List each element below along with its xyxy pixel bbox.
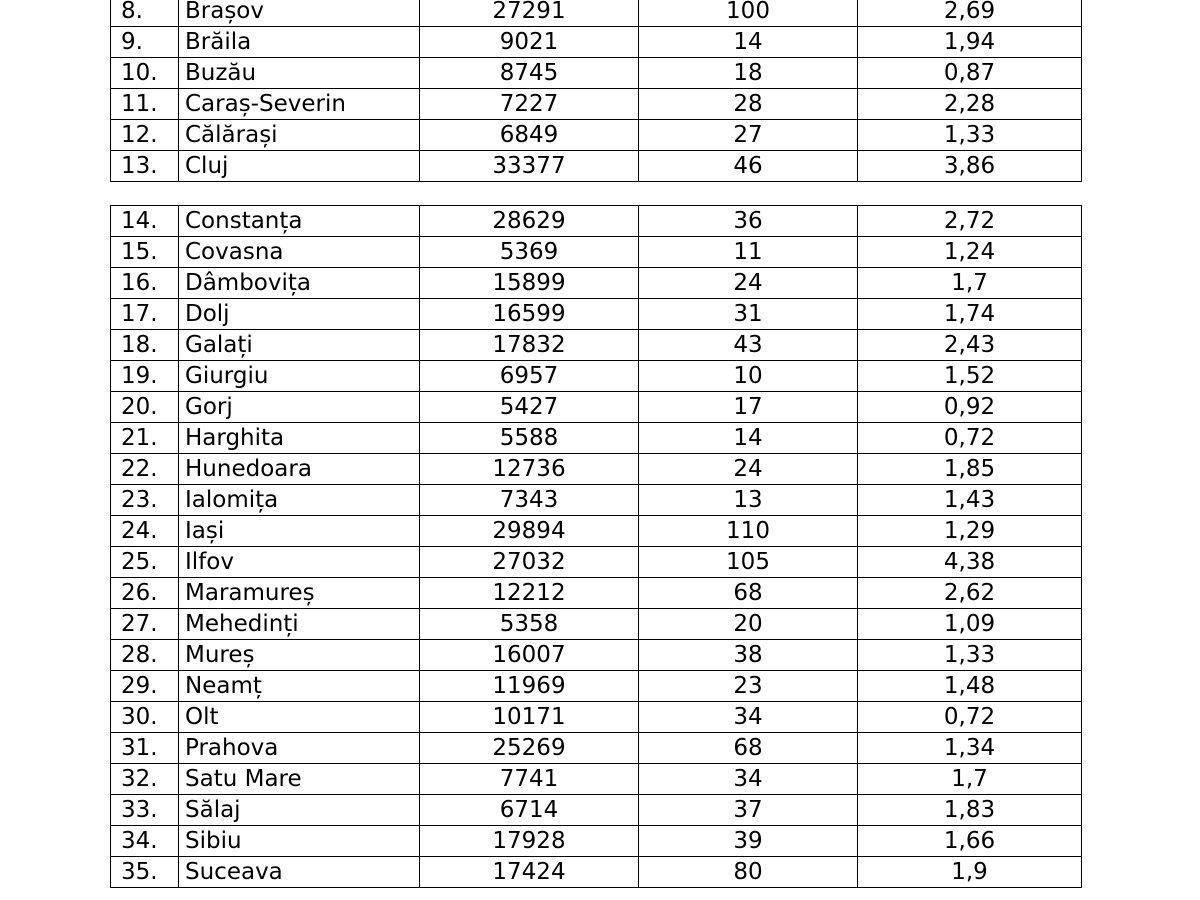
value-col-3: 0,72 xyxy=(858,702,1082,733)
value-col-3: 1,9 xyxy=(858,857,1082,888)
row-number: 27. xyxy=(111,609,179,640)
value-col-2: 24 xyxy=(639,454,858,485)
county-name: Iași xyxy=(179,516,420,547)
value-col-3: 1,66 xyxy=(858,826,1082,857)
value-col-1: 27291 xyxy=(420,0,639,27)
value-col-2: 38 xyxy=(639,640,858,671)
county-name: Harghita xyxy=(179,423,420,454)
row-number: 31. xyxy=(111,733,179,764)
row-number: 34. xyxy=(111,826,179,857)
value-col-2: 14 xyxy=(639,27,858,58)
table-row xyxy=(111,237,1082,268)
value-col-2: 31 xyxy=(639,299,858,330)
value-col-3: 1,09 xyxy=(858,609,1082,640)
value-col-1: 16599 xyxy=(420,299,639,330)
row-number: 22. xyxy=(111,454,179,485)
row-number: 24. xyxy=(111,516,179,547)
value-col-2: 23 xyxy=(639,671,858,702)
value-col-2: 24 xyxy=(639,268,858,299)
table-row xyxy=(111,120,1082,151)
value-col-2: 17 xyxy=(639,392,858,423)
value-col-1: 6714 xyxy=(420,795,639,826)
table-row xyxy=(111,392,1082,423)
value-col-2: 14 xyxy=(639,423,858,454)
value-col-3: 2,69 xyxy=(858,0,1082,27)
value-col-3: 0,87 xyxy=(858,58,1082,89)
table-row xyxy=(111,330,1082,361)
value-col-2: 34 xyxy=(639,764,858,795)
row-number: 12. xyxy=(111,120,179,151)
county-table-top xyxy=(110,0,1082,182)
row-number: 35. xyxy=(111,857,179,888)
value-col-3: 1,24 xyxy=(858,237,1082,268)
county-name: Covasna xyxy=(179,237,420,268)
value-col-1: 12736 xyxy=(420,454,639,485)
county-name: Dolj xyxy=(179,299,420,330)
county-name: Buzău xyxy=(179,58,420,89)
county-name: Prahova xyxy=(179,733,420,764)
county-table-bottom xyxy=(110,205,1082,888)
table-row xyxy=(111,857,1082,888)
row-number: 28. xyxy=(111,640,179,671)
table-row xyxy=(111,795,1082,826)
value-col-3: 1,74 xyxy=(858,299,1082,330)
value-col-3: 1,7 xyxy=(858,764,1082,795)
value-col-3: 0,72 xyxy=(858,423,1082,454)
row-number: 19. xyxy=(111,361,179,392)
value-col-3: 2,72 xyxy=(858,206,1082,237)
value-col-1: 10171 xyxy=(420,702,639,733)
value-col-1: 29894 xyxy=(420,516,639,547)
value-col-3: 1,7 xyxy=(858,268,1082,299)
county-name: Suceava xyxy=(179,857,420,888)
table-row xyxy=(111,423,1082,454)
table-row xyxy=(111,89,1082,120)
value-col-2: 105 xyxy=(639,547,858,578)
table-row xyxy=(111,516,1082,547)
table-row xyxy=(111,27,1082,58)
table-row xyxy=(111,640,1082,671)
row-number: 11. xyxy=(111,89,179,120)
county-name: Ilfov xyxy=(179,547,420,578)
table-row xyxy=(111,206,1082,237)
row-number: 23. xyxy=(111,485,179,516)
value-col-2: 43 xyxy=(639,330,858,361)
county-name: Maramureș xyxy=(179,578,420,609)
county-name: Gorj xyxy=(179,392,420,423)
county-name: Caraș-Severin xyxy=(179,89,420,120)
value-col-1: 28629 xyxy=(420,206,639,237)
value-col-1: 5427 xyxy=(420,392,639,423)
value-col-1: 15899 xyxy=(420,268,639,299)
table-row xyxy=(111,764,1082,795)
row-number: 13. xyxy=(111,151,179,182)
county-name: Mehedinți xyxy=(179,609,420,640)
value-col-2: 13 xyxy=(639,485,858,516)
value-col-1: 25269 xyxy=(420,733,639,764)
value-col-2: 110 xyxy=(639,516,858,547)
value-col-3: 1,34 xyxy=(858,733,1082,764)
value-col-3: 1,52 xyxy=(858,361,1082,392)
table-row xyxy=(111,609,1082,640)
row-number: 20. xyxy=(111,392,179,423)
row-number: 33. xyxy=(111,795,179,826)
county-table-top-body xyxy=(111,0,1082,182)
row-number: 17. xyxy=(111,299,179,330)
value-col-2: 10 xyxy=(639,361,858,392)
county-name: Brașov xyxy=(179,0,420,27)
row-number: 15. xyxy=(111,237,179,268)
county-name: Galați xyxy=(179,330,420,361)
value-col-1: 16007 xyxy=(420,640,639,671)
row-number: 18. xyxy=(111,330,179,361)
table-row xyxy=(111,0,1082,27)
table-row xyxy=(111,733,1082,764)
value-col-1: 17424 xyxy=(420,857,639,888)
county-name: Dâmbovița xyxy=(179,268,420,299)
value-col-3: 1,94 xyxy=(858,27,1082,58)
row-number: 30. xyxy=(111,702,179,733)
value-col-2: 20 xyxy=(639,609,858,640)
county-name: Brăila xyxy=(179,27,420,58)
table-row xyxy=(111,268,1082,299)
row-number: 14. xyxy=(111,206,179,237)
value-col-1: 33377 xyxy=(420,151,639,182)
value-col-3: 0,92 xyxy=(858,392,1082,423)
value-col-1: 5358 xyxy=(420,609,639,640)
row-number: 25. xyxy=(111,547,179,578)
value-col-3: 1,33 xyxy=(858,120,1082,151)
table-row xyxy=(111,547,1082,578)
value-col-3: 1,33 xyxy=(858,640,1082,671)
value-col-3: 1,48 xyxy=(858,671,1082,702)
value-col-2: 80 xyxy=(639,857,858,888)
row-number: 16. xyxy=(111,268,179,299)
value-col-1: 17832 xyxy=(420,330,639,361)
value-col-2: 11 xyxy=(639,237,858,268)
value-col-1: 7741 xyxy=(420,764,639,795)
value-col-3: 1,83 xyxy=(858,795,1082,826)
county-name: Giurgiu xyxy=(179,361,420,392)
county-name: Constanța xyxy=(179,206,420,237)
value-col-2: 39 xyxy=(639,826,858,857)
value-col-1: 5588 xyxy=(420,423,639,454)
value-col-1: 7227 xyxy=(420,89,639,120)
county-table-bottom-body xyxy=(111,206,1082,888)
value-col-3: 2,62 xyxy=(858,578,1082,609)
county-name: Mureș xyxy=(179,640,420,671)
value-col-2: 100 xyxy=(639,0,858,27)
table-row xyxy=(111,671,1082,702)
value-col-2: 46 xyxy=(639,151,858,182)
row-number: 21. xyxy=(111,423,179,454)
value-col-3: 4,38 xyxy=(858,547,1082,578)
value-col-2: 68 xyxy=(639,733,858,764)
value-col-2: 68 xyxy=(639,578,858,609)
row-number: 10. xyxy=(111,58,179,89)
value-col-1: 6849 xyxy=(420,120,639,151)
value-col-1: 7343 xyxy=(420,485,639,516)
table-row xyxy=(111,361,1082,392)
table-row xyxy=(111,454,1082,485)
value-col-2: 28 xyxy=(639,89,858,120)
value-col-3: 1,29 xyxy=(858,516,1082,547)
county-name: Sălaj xyxy=(179,795,420,826)
value-col-2: 36 xyxy=(639,206,858,237)
county-name: Sibiu xyxy=(179,826,420,857)
county-name: Neamț xyxy=(179,671,420,702)
value-col-3: 3,86 xyxy=(858,151,1082,182)
county-name: Hunedoara xyxy=(179,454,420,485)
value-col-3: 2,28 xyxy=(858,89,1082,120)
value-col-2: 37 xyxy=(639,795,858,826)
row-number: 9. xyxy=(111,27,179,58)
table-row xyxy=(111,151,1082,182)
county-name: Călărași xyxy=(179,120,420,151)
county-name: Olt xyxy=(179,702,420,733)
value-col-1: 6957 xyxy=(420,361,639,392)
value-col-3: 1,43 xyxy=(858,485,1082,516)
county-name: Cluj xyxy=(179,151,420,182)
row-number: 32. xyxy=(111,764,179,795)
value-col-3: 2,43 xyxy=(858,330,1082,361)
value-col-1: 5369 xyxy=(420,237,639,268)
row-number: 26. xyxy=(111,578,179,609)
table-row xyxy=(111,578,1082,609)
table-row xyxy=(111,485,1082,516)
value-col-1: 11969 xyxy=(420,671,639,702)
table-row xyxy=(111,58,1082,89)
value-col-1: 8745 xyxy=(420,58,639,89)
value-col-1: 12212 xyxy=(420,578,639,609)
table-row xyxy=(111,826,1082,857)
value-col-1: 17928 xyxy=(420,826,639,857)
table-row xyxy=(111,702,1082,733)
value-col-2: 18 xyxy=(639,58,858,89)
row-number: 29. xyxy=(111,671,179,702)
county-name: Ialomița xyxy=(179,485,420,516)
value-col-2: 27 xyxy=(639,120,858,151)
value-col-1: 27032 xyxy=(420,547,639,578)
value-col-3: 1,85 xyxy=(858,454,1082,485)
value-col-2: 34 xyxy=(639,702,858,733)
county-name: Satu Mare xyxy=(179,764,420,795)
value-col-1: 9021 xyxy=(420,27,639,58)
table-row xyxy=(111,299,1082,330)
row-number: 8. xyxy=(111,0,179,27)
